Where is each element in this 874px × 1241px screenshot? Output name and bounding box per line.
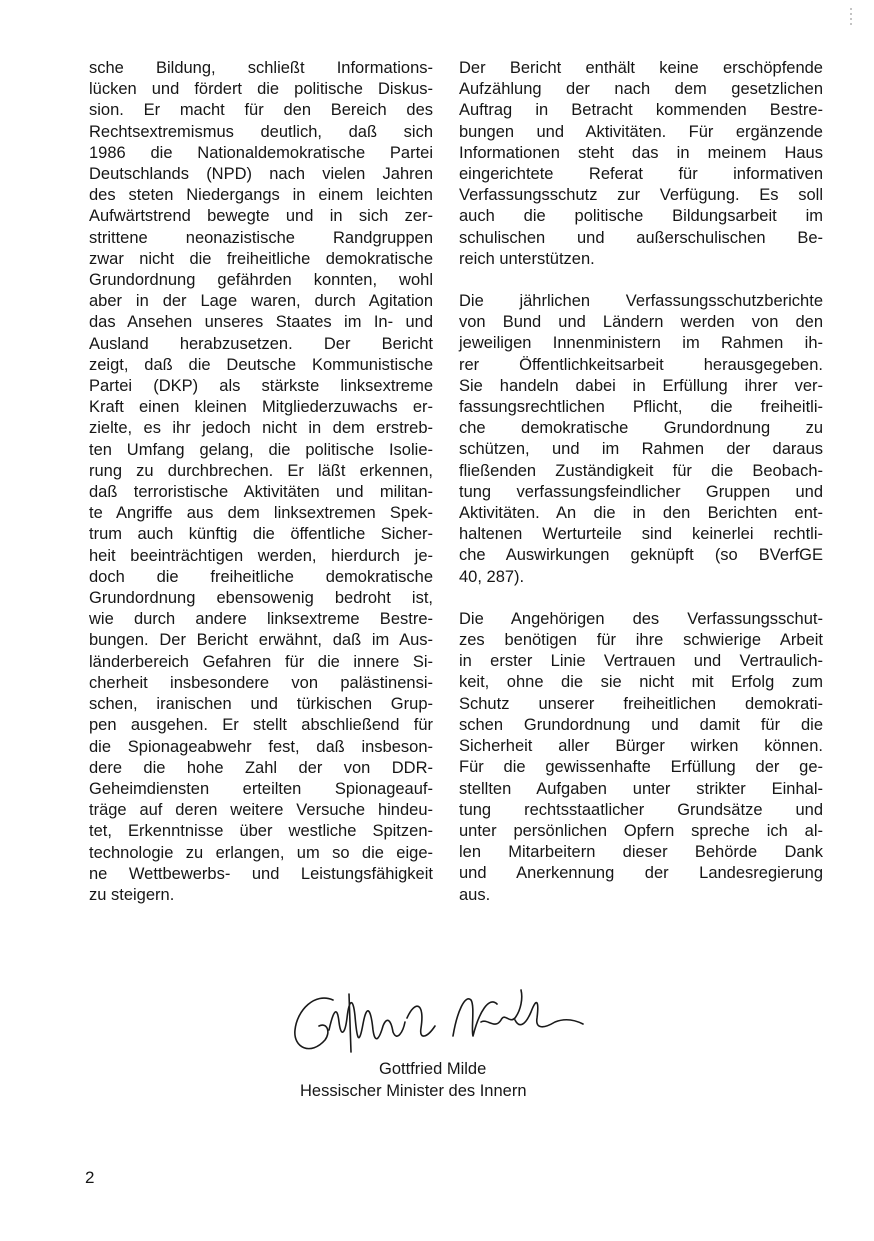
text-line: tung rechtsstaatlicher Grundsätze und [459,800,823,819]
text-line: te Angriffe aus dem linksextremen Spek- [89,504,433,523]
text-line: Schutz unserer freiheitlichen demokrati- [459,694,823,713]
text-line: 40, 287). [459,567,525,586]
text-line: stellten Aufgaben unter strikter Einhal- [459,779,823,798]
text-line: cherheit insbesondere von palästinensi- [89,673,433,692]
text-line: Informationen steht das in meinem Haus [459,143,823,162]
text-line: unter persönlichen Opfern spreche ich al- [459,821,823,840]
text-line: rer Öffentlichkeitsarbeit herausgegeben. [459,355,823,374]
text-line: Der Bericht enthält keine erschöpfende [459,59,823,77]
text-line: Sie handeln dabei in Erfüllung ihrer ver- [459,376,823,395]
text-line: Verfassungsschutz zur Verfügung. Es soll [459,186,823,205]
text-line: aus. [459,885,491,904]
text-line: fassungsrechtlichen Pflicht, die freiheitli- [459,398,823,417]
text-line: Ausland herabzusetzen. Der Bericht [89,334,433,353]
text-line: des steten Niedergangs in einem leichten [89,186,433,205]
text-line: und Anerkennung der Landesregierung [459,864,823,883]
text-line: che demokratische Grundordnung zu [459,419,823,438]
text-line: rung zu durchbrechen. Er läßt erkennen, [89,461,433,480]
text-line: Aktivitäten. An die in den Berichten ent- [459,504,823,523]
text-line: Deutschlands (NPD) nach vielen Jahren [89,165,433,184]
text-line: länderbereich Gefahren für die innere Si- [89,652,433,671]
signatory-title: Hessischer Minister des Innern [300,1082,527,1100]
text-line: che Auswirkungen geknüpft (so BVerfGE [459,546,823,565]
scan-edge-mark [848,8,854,31]
text-line: fließenden Zuständigkeit für die Beobach- [459,461,823,480]
text-line: Partei (DKP) als stärkste linksextreme [89,377,433,396]
text-line: das Ansehen unseres Staates im In- und [89,313,433,332]
text-line: wie durch andere linksextreme Bestre- [89,610,433,629]
text-line: eingerichtete Referat für informativen [459,165,823,184]
text-line: jeweiligen Innenministern im Rahmen ih- [459,334,823,353]
left-column [89,58,433,906]
text-line: zwar nicht die freiheitliche demokratische [89,249,433,268]
text-line: haltenen Werturteile sind keinerlei rechtli- [459,525,823,544]
text-line: in erster Linie Vertrauen und Vertraulich- [459,652,823,671]
text-line: Geheimdiensten erteilten Spionageauf- [89,779,433,798]
text-line: auch die politische Bildungsarbeit im [459,207,823,226]
text-line: Aufwärtstrend bewegte und in sich zer- [89,207,433,226]
text-line: bungen. Der Bericht erwähnt, daß im Aus- [89,631,433,650]
text-line: schützen, und im Rahmen der daraus [459,440,823,459]
text-line: träge auf deren weitere Versuche hindeu- [89,801,433,820]
text-line: bungen und Aktivitäten. Für ergänzende [459,122,823,141]
paragraph [459,291,823,588]
text-line: sche Bildung, schließt Informations- [89,59,433,77]
signature-caption [300,1058,640,1102]
text-line: sion. Er macht für den Bereich des [89,101,433,120]
paragraph [459,609,823,906]
text-line: tet, Erkenntnisse über westliche Spitzen- [89,822,433,841]
text-line: schen, iranischen und türkischen Grup- [89,695,433,714]
text-line: zeigt, daß die Deutsche Kommunistische [89,355,433,374]
signatory-name: Gottfried Milde [379,1060,487,1078]
text-line: heit beeinträchtigen werden, hierdurch je- [89,546,433,565]
text-line: ne Wettbewerbs- und Leistungsfähigkeit [89,864,433,883]
text-line: len Mitarbeitern dieser Behörde Dank [459,843,823,862]
text-line: dere die hohe Zahl der von DDR- [89,758,433,777]
text-line: strittene neonazistische Randgruppen [89,228,433,247]
text-line: Aufzählung der nach dem gesetzlichen [459,80,823,99]
paragraph [459,58,823,270]
text-line: zu steigern. [89,885,175,904]
text-line: Für die gewissenhafte Erfüllung der ge- [459,758,823,777]
page-number: 2 [85,1168,95,1187]
text-line: aber in der Lage waren, durch Agitation [89,292,433,311]
text-line: doch die freiheitliche demokratische [89,567,433,586]
text-line: technologie zu erlangen, um so die eige- [89,843,433,862]
text-line: Die Angehörigen des Verfassungsschut- [459,609,823,628]
text-line: Grundordnung gefährden konnten, wohl [89,271,433,290]
text-line: tung verfassungsfeindlicher Gruppen und [459,482,823,501]
text-line: Rechtsextremismus deutlich, daß sich [89,122,433,141]
text-line: keit, ohne die sie nicht mit Erfolg zum [459,673,823,692]
text-line: reich unterstützen. [459,249,595,268]
text-line: Sicherheit aller Bürger wirken können. [459,737,823,756]
text-line: trum auch künftig die öffentliche Sicher- [89,525,433,544]
text-line: Grundordnung ebensowenig bedroht ist, [89,589,433,608]
text-line: schulischen und außerschulischen Be- [459,228,823,247]
text-line: zielte, es ihr jedoch nicht in dem erstreb- [89,419,433,438]
text-line: Auftrag in Betracht kommenden Bestre- [459,101,823,120]
text-line: Kraft einen kleinen Mitgliederzuwachs er- [89,398,433,417]
text-line: pen ausgehen. Er stellt abschließend für [89,716,433,735]
text-line: lücken und fördert die politische Diskus- [89,80,433,99]
text-line: die Spionageabwehr fest, daß insbeson- [89,737,433,756]
text-line: daß terroristische Aktivitäten und militan- [89,483,433,502]
text-line: ten Umfang gelang, die politische Isolie- [89,440,433,459]
text-line: schen Grundordnung und damit für die [459,715,823,734]
text-line: 1986 die Nationaldemokratische Partei [89,143,433,162]
text-line: von Bund und Ländern werden von den [459,313,823,332]
text-line: Die jährlichen Verfassungsschutzberichte [459,292,823,311]
text-line: zes benötigen für ihre schwierige Arbeit [459,631,823,650]
right-column [459,58,823,906]
